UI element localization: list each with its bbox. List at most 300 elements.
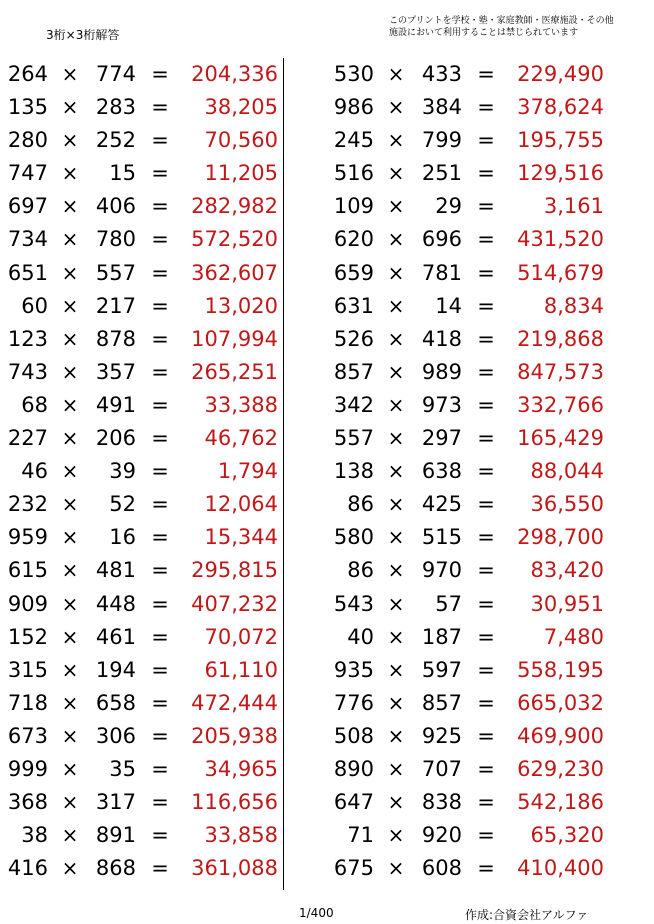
multiplicand: 697 [7, 194, 48, 219]
equals-sign: = [151, 492, 169, 517]
answer: 70,072 [204, 624, 278, 649]
multiplicand: 718 [7, 690, 48, 715]
equals-sign: = [477, 756, 495, 781]
worksheet-title: 3桁×3桁解答 [46, 28, 120, 42]
multiplicand: 264 [7, 62, 48, 86]
multiplicand: 60 [21, 293, 48, 318]
multiplicand: 580 [333, 525, 374, 550]
problem-row [326, 588, 626, 621]
multiplier: 925 [421, 723, 462, 748]
multiplicand: 734 [7, 227, 48, 252]
times-sign: × [61, 690, 79, 715]
problem-row [326, 488, 626, 521]
times-sign: × [61, 790, 79, 815]
answer: 33,388 [204, 392, 278, 417]
problem-row [0, 157, 300, 190]
answer: 12,064 [204, 492, 278, 517]
equals-sign: = [151, 392, 169, 417]
multiplier: 317 [95, 790, 136, 815]
times-sign: × [387, 392, 405, 417]
multiplicand: 138 [333, 459, 374, 484]
equals-sign: = [151, 62, 169, 86]
problem-row [326, 654, 626, 687]
answer: 362,607 [191, 260, 278, 285]
multiplicand: 86 [347, 492, 374, 517]
equals-sign: = [477, 856, 495, 881]
multiplicand: 38 [21, 823, 48, 848]
multiplicand: 342 [333, 392, 374, 417]
multiplier: 857 [421, 690, 462, 715]
times-sign: × [61, 591, 79, 616]
page-number: 1/400 [299, 906, 334, 920]
problem-row [0, 257, 300, 290]
equals-sign: = [477, 790, 495, 815]
answer: 204,336 [191, 62, 278, 86]
multiplier: 384 [421, 95, 462, 120]
times-sign: × [61, 459, 79, 484]
multiplicand: 909 [7, 591, 48, 616]
equals-sign: = [151, 790, 169, 815]
multiplier: 194 [95, 657, 136, 682]
equals-sign: = [477, 227, 495, 252]
multiplier: 29 [435, 194, 462, 219]
multiplier: 297 [421, 426, 462, 451]
multiplier: 799 [421, 128, 462, 153]
problem-row [326, 389, 626, 422]
equals-sign: = [477, 62, 495, 86]
multiplier: 251 [421, 161, 462, 186]
problem-row [0, 720, 300, 753]
answer: 65,320 [530, 823, 604, 848]
problem-row [326, 257, 626, 290]
multiplicand: 659 [333, 260, 374, 285]
times-sign: × [387, 227, 405, 252]
multiplier: 491 [95, 392, 136, 417]
answer: 61,110 [204, 657, 278, 682]
usage-notice [389, 15, 614, 39]
multiplier: 57 [435, 591, 462, 616]
equals-sign: = [477, 95, 495, 120]
answer: 361,088 [191, 856, 278, 881]
multiplier: 838 [421, 790, 462, 815]
problem-row [0, 455, 300, 488]
multiplier: 283 [95, 95, 136, 120]
usage-notice-line-2: 施設において利用することは禁じられています [389, 28, 579, 38]
multiplier: 35 [109, 756, 136, 781]
times-sign: × [387, 756, 405, 781]
equals-sign: = [477, 459, 495, 484]
multiplicand: 109 [333, 194, 374, 219]
times-sign: × [61, 260, 79, 285]
equals-sign: = [477, 624, 495, 649]
answer: 116,656 [191, 790, 278, 815]
usage-notice-line-1: このプリントを学校・塾・家庭教師・医療施設・その他 [389, 16, 614, 26]
problem-row [0, 786, 300, 819]
times-sign: × [387, 856, 405, 881]
times-sign: × [61, 161, 79, 186]
multiplicand: 123 [7, 326, 48, 351]
multiplier: 306 [95, 723, 136, 748]
multiplicand: 135 [7, 95, 48, 120]
multiplicand: 46 [21, 459, 48, 484]
problem-row [0, 356, 300, 389]
equals-sign: = [477, 690, 495, 715]
problem-row [0, 58, 300, 91]
multiplier: 868 [95, 856, 136, 881]
multiplicand: 40 [347, 624, 374, 649]
answer: 13,020 [204, 293, 278, 318]
multiplicand: 68 [21, 392, 48, 417]
times-sign: × [61, 856, 79, 881]
times-sign: × [387, 426, 405, 451]
times-sign: × [387, 95, 405, 120]
multiplier: 597 [421, 657, 462, 682]
multiplier: 891 [95, 823, 136, 848]
problem-row [326, 455, 626, 488]
equals-sign: = [151, 856, 169, 881]
equals-sign: = [477, 326, 495, 351]
equals-sign: = [151, 657, 169, 682]
multiplicand: 986 [333, 95, 374, 120]
times-sign: × [387, 790, 405, 815]
author-credit: 作成:合資会社アルファ [465, 908, 589, 922]
multiplier: 878 [95, 326, 136, 351]
times-sign: × [61, 657, 79, 682]
answer: 36,550 [530, 492, 604, 517]
equals-sign: = [151, 426, 169, 451]
answer: 11,205 [204, 161, 278, 186]
times-sign: × [61, 227, 79, 252]
problem-row [0, 753, 300, 786]
problem-row [326, 190, 626, 223]
answer: 3,161 [543, 194, 604, 219]
equals-sign: = [151, 558, 169, 583]
multiplier: 973 [421, 392, 462, 417]
times-sign: × [61, 525, 79, 550]
multiplicand: 647 [333, 790, 374, 815]
answer: 514,679 [517, 260, 604, 285]
problem-row [326, 223, 626, 256]
multiplicand: 747 [7, 161, 48, 186]
equals-sign: = [477, 525, 495, 550]
equals-sign: = [151, 723, 169, 748]
times-sign: × [61, 823, 79, 848]
times-sign: × [387, 492, 405, 517]
multiplicand: 651 [7, 260, 48, 285]
multiplicand: 416 [7, 856, 48, 881]
multiplier: 461 [95, 624, 136, 649]
equals-sign: = [151, 161, 169, 186]
problem-row [326, 124, 626, 157]
answer: 1,794 [217, 459, 278, 484]
equals-sign: = [477, 392, 495, 417]
multiplicand: 631 [333, 293, 374, 318]
answer: 665,032 [517, 690, 604, 715]
times-sign: × [387, 194, 405, 219]
answer: 295,815 [191, 558, 278, 583]
multiplier: 920 [421, 823, 462, 848]
problem-row [326, 91, 626, 124]
answer: 431,520 [517, 227, 604, 252]
problem-row [0, 687, 300, 720]
problem-row [0, 621, 300, 654]
multiplier: 425 [421, 492, 462, 517]
multiplicand: 71 [347, 823, 374, 848]
answer: 30,951 [530, 591, 604, 616]
answer: 38,205 [204, 95, 278, 120]
times-sign: × [387, 558, 405, 583]
problem-row [0, 190, 300, 223]
problem-row [0, 223, 300, 256]
multiplicand: 227 [7, 426, 48, 451]
multiplier: 418 [421, 326, 462, 351]
multiplicand: 280 [7, 128, 48, 153]
multiplier: 696 [421, 227, 462, 252]
multiplicand: 673 [7, 723, 48, 748]
answer: 407,232 [191, 591, 278, 616]
answer: 847,573 [517, 359, 604, 384]
answer: 410,400 [517, 856, 604, 881]
problem-row [0, 389, 300, 422]
answer: 8,834 [543, 293, 604, 318]
answer: 229,490 [517, 62, 604, 86]
times-sign: × [387, 657, 405, 682]
answer: 15,344 [204, 525, 278, 550]
times-sign: × [387, 624, 405, 649]
multiplier: 357 [95, 359, 136, 384]
equals-sign: = [477, 194, 495, 219]
multiplicand: 620 [333, 227, 374, 252]
problem-row [0, 819, 300, 852]
problem-row [0, 290, 300, 323]
problem-row [326, 422, 626, 455]
problem-row [0, 323, 300, 356]
times-sign: × [387, 359, 405, 384]
equals-sign: = [151, 227, 169, 252]
times-sign: × [387, 260, 405, 285]
answer: 558,195 [517, 657, 604, 682]
multiplicand: 526 [333, 326, 374, 351]
left-problem-column [0, 58, 300, 885]
times-sign: × [387, 128, 405, 153]
problem-row [326, 753, 626, 786]
right-problem-column [326, 58, 626, 885]
times-sign: × [61, 326, 79, 351]
answer: 332,766 [517, 392, 604, 417]
problem-row [326, 323, 626, 356]
multiplicand: 508 [333, 723, 374, 748]
problem-row [326, 720, 626, 753]
times-sign: × [61, 756, 79, 781]
problem-row [326, 819, 626, 852]
multiplier: 774 [95, 62, 136, 86]
multiplier: 608 [421, 856, 462, 881]
multiplier: 16 [109, 525, 136, 550]
multiplicand: 245 [333, 128, 374, 153]
times-sign: × [61, 95, 79, 120]
equals-sign: = [477, 492, 495, 517]
multiplicand: 857 [333, 359, 374, 384]
problem-row [326, 58, 626, 91]
equals-sign: = [151, 326, 169, 351]
equals-sign: = [151, 756, 169, 781]
times-sign: × [61, 194, 79, 219]
problem-row [0, 852, 300, 885]
equals-sign: = [151, 690, 169, 715]
problem-row [326, 554, 626, 587]
times-sign: × [61, 392, 79, 417]
multiplier: 780 [95, 227, 136, 252]
equals-sign: = [151, 525, 169, 550]
multiplier: 989 [421, 359, 462, 384]
problem-row [326, 290, 626, 323]
times-sign: × [61, 62, 79, 86]
problem-row [0, 588, 300, 621]
multiplicand: 743 [7, 359, 48, 384]
multiplier: 406 [95, 194, 136, 219]
multiplier: 481 [95, 558, 136, 583]
answer: 298,700 [517, 525, 604, 550]
times-sign: × [61, 492, 79, 517]
equals-sign: = [477, 558, 495, 583]
multiplier: 515 [421, 525, 462, 550]
times-sign: × [61, 359, 79, 384]
times-sign: × [387, 823, 405, 848]
problem-row [0, 91, 300, 124]
answer: 46,762 [204, 426, 278, 451]
multiplicand: 315 [7, 657, 48, 682]
multiplier: 433 [421, 62, 462, 86]
answer: 472,444 [191, 690, 278, 715]
multiplicand: 543 [333, 591, 374, 616]
times-sign: × [387, 293, 405, 318]
answer: 129,516 [517, 161, 604, 186]
problem-row [326, 786, 626, 819]
multiplicand: 557 [333, 426, 374, 451]
answer: 282,982 [191, 194, 278, 219]
problem-row [326, 687, 626, 720]
equals-sign: = [477, 823, 495, 848]
problem-row [326, 852, 626, 885]
times-sign: × [61, 293, 79, 318]
answer: 195,755 [517, 128, 604, 153]
problem-row [326, 356, 626, 389]
answer: 7,480 [543, 624, 604, 649]
equals-sign: = [151, 293, 169, 318]
answer: 629,230 [517, 756, 604, 781]
times-sign: × [387, 459, 405, 484]
problem-row [0, 488, 300, 521]
multiplier: 217 [95, 293, 136, 318]
equals-sign: = [477, 723, 495, 748]
multiplier: 206 [95, 426, 136, 451]
multiplicand: 86 [347, 558, 374, 583]
answer: 265,251 [191, 359, 278, 384]
equals-sign: = [151, 359, 169, 384]
multiplicand: 530 [333, 62, 374, 86]
equals-sign: = [477, 359, 495, 384]
answer: 378,624 [517, 95, 604, 120]
multiplier: 970 [421, 558, 462, 583]
equals-sign: = [477, 161, 495, 186]
multiplier: 187 [421, 624, 462, 649]
times-sign: × [387, 591, 405, 616]
multiplicand: 935 [333, 657, 374, 682]
multiplier: 252 [95, 128, 136, 153]
answer: 88,044 [530, 459, 604, 484]
multiplicand: 675 [333, 856, 374, 881]
times-sign: × [61, 723, 79, 748]
multiplicand: 959 [7, 525, 48, 550]
multiplier: 14 [435, 293, 462, 318]
times-sign: × [61, 558, 79, 583]
equals-sign: = [151, 95, 169, 120]
times-sign: × [387, 62, 405, 86]
equals-sign: = [151, 194, 169, 219]
times-sign: × [387, 690, 405, 715]
multiplicand: 890 [333, 756, 374, 781]
equals-sign: = [477, 426, 495, 451]
times-sign: × [387, 525, 405, 550]
multiplier: 448 [95, 591, 136, 616]
equals-sign: = [477, 657, 495, 682]
problem-row [326, 521, 626, 554]
equals-sign: = [477, 128, 495, 153]
times-sign: × [387, 326, 405, 351]
multiplicand: 232 [7, 492, 48, 517]
answer: 219,868 [517, 326, 604, 351]
times-sign: × [61, 426, 79, 451]
answer: 572,520 [191, 227, 278, 252]
problem-row [326, 157, 626, 190]
equals-sign: = [151, 459, 169, 484]
multiplicand: 152 [7, 624, 48, 649]
multiplicand: 999 [7, 756, 48, 781]
problem-row [0, 521, 300, 554]
times-sign: × [61, 624, 79, 649]
multiplier: 707 [421, 756, 462, 781]
problem-row [0, 124, 300, 157]
equals-sign: = [477, 293, 495, 318]
times-sign: × [61, 128, 79, 153]
answer: 469,900 [517, 723, 604, 748]
equals-sign: = [151, 260, 169, 285]
problem-row [326, 621, 626, 654]
answer: 205,938 [191, 723, 278, 748]
answer: 107,994 [191, 326, 278, 351]
equals-sign: = [477, 260, 495, 285]
multiplier: 781 [421, 260, 462, 285]
multiplier: 39 [109, 459, 136, 484]
multiplier: 15 [109, 161, 136, 186]
multiplier: 557 [95, 260, 136, 285]
multiplicand: 776 [333, 690, 374, 715]
times-sign: × [387, 161, 405, 186]
problem-row [0, 654, 300, 687]
answer: 70,560 [204, 128, 278, 153]
equals-sign: = [151, 624, 169, 649]
answer: 83,420 [530, 558, 604, 583]
problem-row [0, 554, 300, 587]
multiplicand: 368 [7, 790, 48, 815]
problem-row [0, 422, 300, 455]
equals-sign: = [151, 823, 169, 848]
multiplier: 658 [95, 690, 136, 715]
times-sign: × [387, 723, 405, 748]
answer: 33,858 [204, 823, 278, 848]
multiplicand: 516 [333, 161, 374, 186]
equals-sign: = [477, 591, 495, 616]
